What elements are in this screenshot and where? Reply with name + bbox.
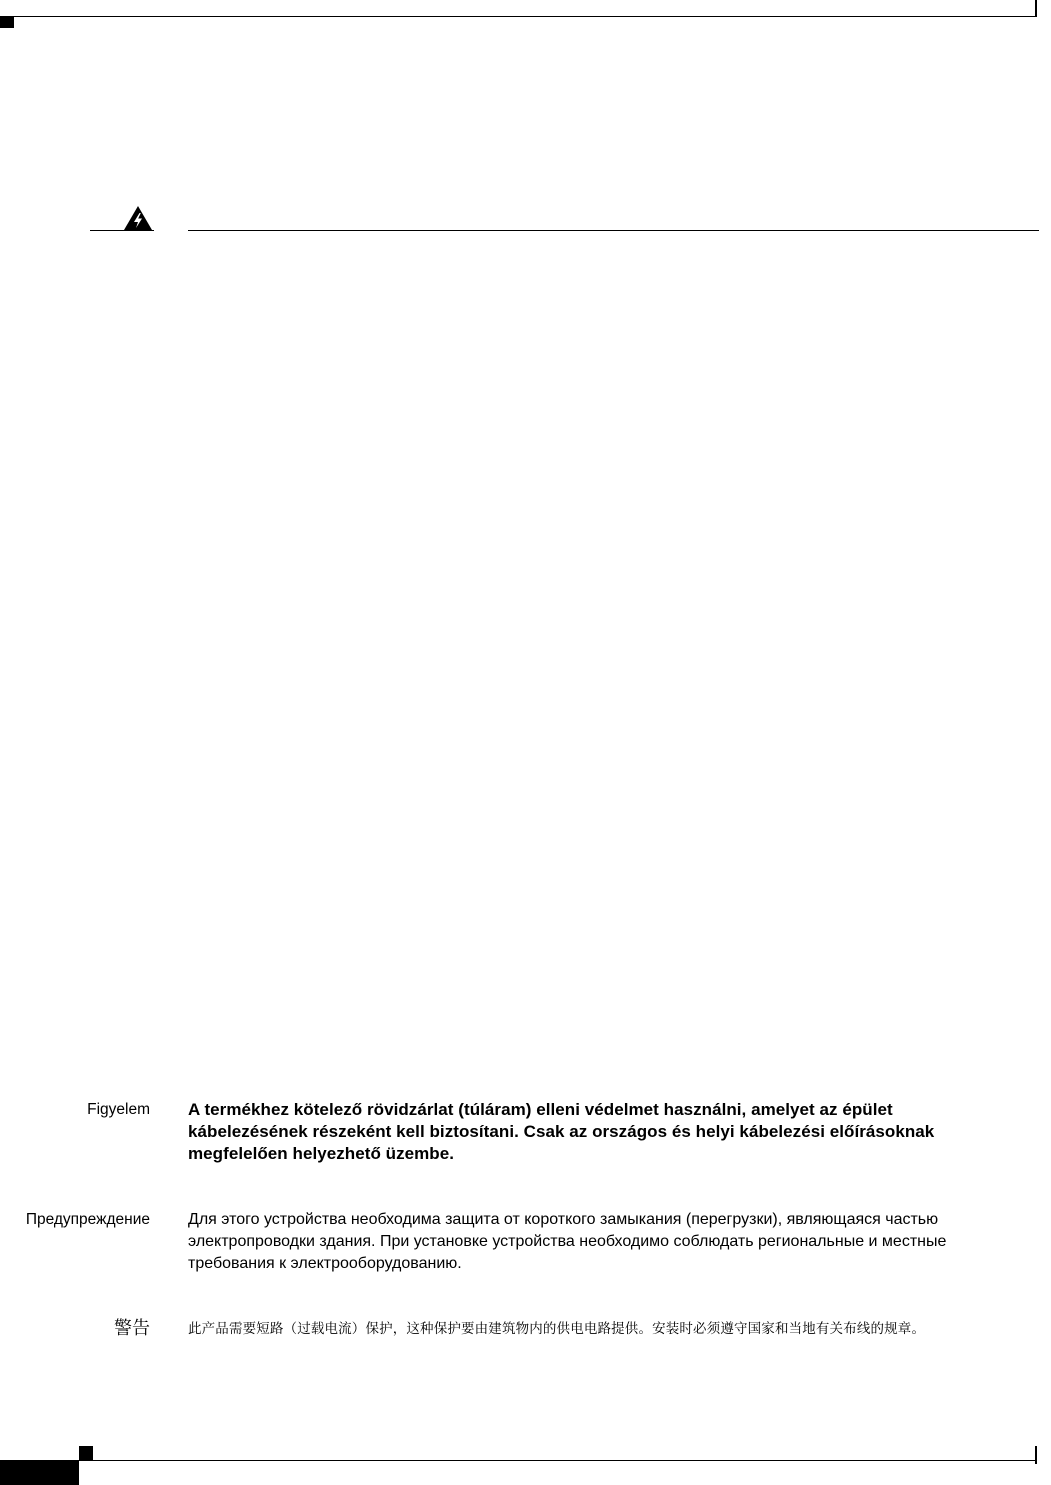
warning-text-chinese — [188, 1318, 1038, 1340]
top-right-tick — [1035, 0, 1037, 17]
bottom-rule — [79, 1460, 1037, 1461]
text-line: A termékhez kötelező rövidzárlat (túláram) elleni védelmet használni, amelyet az épület — [188, 1100, 893, 1119]
bottom-marker-small — [79, 1446, 93, 1460]
warning-icon — [123, 205, 153, 231]
warning-label-chinese: 警告 — [114, 1318, 150, 1338]
warning-label-hungarian: Figyelem — [87, 1101, 150, 1118]
text-line: 此产品需要短路（过载电流）保护，这种保护要由建筑物内的供电电路提供。安装时必须遵守国家和当地有关布线的规章。 — [188, 1321, 926, 1336]
text-line: требования к электрооборудованию. — [188, 1255, 462, 1272]
text-line: megfelelően helyezhető üzembe. — [188, 1144, 455, 1163]
warning-label-russian: Предупреждение — [25, 1211, 150, 1228]
bottom-marker-large — [0, 1460, 79, 1485]
warning-text-russian — [188, 1209, 1038, 1275]
text-line: Для этого устройства необходима защита от короткого замыкания (перегрузки), являющаяся частью — [188, 1211, 939, 1228]
warning-rule — [188, 230, 1039, 231]
top-left-block — [0, 17, 14, 28]
text-line: электропроводки здания. При установке устройства необходимо соблюдать региональные и местные — [188, 1233, 947, 1250]
warning-text-hungarian — [188, 1099, 1038, 1165]
text-line: kábelezésének részeként kell biztosítani. Csak az országos és helyi kábelezési előírásoknak — [188, 1122, 935, 1141]
icon-underline — [90, 230, 154, 231]
top-rule — [0, 16, 1036, 17]
bottom-right-tick — [1035, 1446, 1037, 1464]
